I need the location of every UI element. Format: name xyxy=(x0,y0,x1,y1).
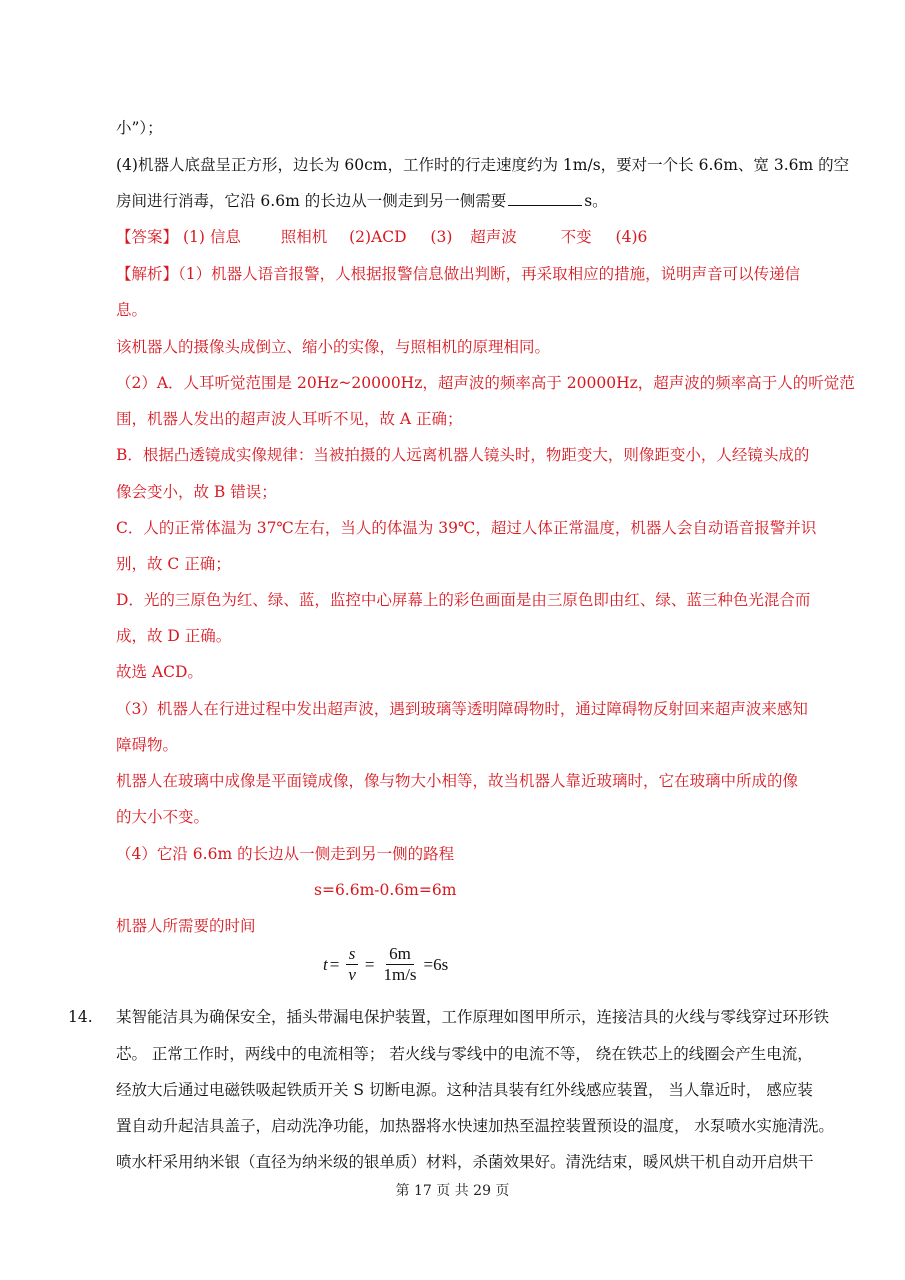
analysis-line: 该机器人的摄像头成倒立、缩小的实像，与照相机的原理相同。 xyxy=(116,338,551,356)
fraction-denominator: v xyxy=(348,965,356,984)
analysis-line: 障碍物。 xyxy=(116,736,179,754)
analysis-line: D．光的三原色为红、绿、蓝，监控中心屏幕上的彩色画面是由三原色即由红、绿、蓝三种色光混合而 xyxy=(116,591,811,609)
page-footer: 第 17 页 共 29 页 xyxy=(395,1183,510,1199)
text-line: (4)机器人底盘呈正方形，边长为 60cm，工作时的行走速度约为 1m/s，要对一个长 6.6m、宽 3.6m 的空 xyxy=(116,156,850,174)
analysis-line: （3）机器人在行进过程中发出超声波，遇到玻璃等透明障碍物时，通过障碍物反射回来超声波来感知 xyxy=(116,700,808,718)
formula-equals: = xyxy=(364,954,375,974)
question-line: 经放大后通过电磁铁吸起铁质开关 S 切断电源。这种洁具装有红外线感应装置， 当人靠近时， 感应装 xyxy=(116,1081,813,1099)
time-formula xyxy=(323,944,448,985)
answer-blank xyxy=(508,191,582,206)
analysis-line: 故选 ACD。 xyxy=(116,663,203,681)
analysis-line: 【解析】（1）机器人语音报警，人根据报警信息做出判断，再采取相应的措施，说明声音可以传递信 xyxy=(116,265,801,283)
fraction-numerator: s xyxy=(346,944,359,965)
analysis-equation: s=6.6m-0.6m=6m xyxy=(314,881,457,899)
fraction-values xyxy=(380,944,419,985)
analysis-line: 息。 xyxy=(116,301,148,319)
question-line: 喷水杆采用纳米银（直径为纳米级的银单质）材料，杀菌效果好。清洗结束，暖风烘干机自动开启烘干 xyxy=(116,1153,814,1171)
answer-line xyxy=(116,226,647,248)
analysis-line: B．根据凸透镜成实像规律：当被拍摄的人远离机器人镜头时，物距变大，则像距变小，人经镜头成的 xyxy=(116,446,810,464)
analysis-line: C．人的正常体温为 37℃左右，当人的体温为 39℃，超过人体正常温度，机器人会自动语音报警并识 xyxy=(116,519,817,537)
text-span: s。 xyxy=(584,192,608,210)
analysis-line: 围，机器人发出的超声波人耳听不见，故 A 正确； xyxy=(116,410,463,428)
analysis-line: （2）A．人耳听觉范围是 20Hz~20000Hz，超声波的频率高于 20000Hz，超声波的频率高于人的听觉范 xyxy=(116,374,855,392)
answer-part: 不变 xyxy=(560,228,592,246)
text-line xyxy=(116,190,608,212)
analysis-line: 机器人在玻璃中成像是平面镜成像，像与物大小相等，故当机器人靠近玻璃时，它在玻璃中所成的像 xyxy=(116,772,799,790)
question-line: 芯。 正常工作时，两线中的电流相等； 若火线与零线中的电流不等， 绕在铁芯上的线圈会产生电流， xyxy=(116,1045,813,1063)
answer-part: (3) xyxy=(430,228,453,246)
analysis-line: 别，故 C 正确； xyxy=(116,555,231,573)
analysis-line: 成，故 D 正确。 xyxy=(116,627,232,645)
fraction-denominator: 1m/s xyxy=(383,965,417,984)
answer-part: (4)6 xyxy=(615,228,648,246)
formula-equals: = xyxy=(329,954,340,974)
analysis-line: 机器人所需要的时间 xyxy=(116,917,256,935)
answer-part: (1) 信息 xyxy=(182,228,241,246)
analysis-line: 像会变小，故 B 错误； xyxy=(116,483,277,501)
answer-part: (2)ACD xyxy=(349,228,407,246)
question-line: 置自动升起洁具盖子，启动洗净功能，加热器将水快速加热至温控装置预设的温度， 水泵喷水实施清洗。 xyxy=(116,1117,834,1135)
text-line: 小”）； xyxy=(116,119,163,137)
answer-tag: 【答案】 xyxy=(116,228,179,246)
text-span: 房间进行消毒，它沿 6.6m 的长边从一侧走到另一侧需要 xyxy=(116,192,507,210)
fraction-s-over-v xyxy=(345,944,359,985)
formula-t: t xyxy=(323,954,328,974)
formula-result: =6s xyxy=(423,954,449,974)
analysis-line: 的大小不变。 xyxy=(116,808,210,826)
analysis-line: （4）它沿 6.6m 的长边从一侧走到另一侧的路程 xyxy=(116,845,455,863)
question-line: 某智能洁具为确保安全，插头带漏电保护装置，工作原理如图甲所示，连接洁具的火线与零线穿过环形铁 xyxy=(116,1008,830,1026)
question-number: 14. xyxy=(68,1008,93,1026)
answer-part: 超声波 xyxy=(470,228,517,246)
answer-part: 照相机 xyxy=(280,228,328,246)
fraction-numerator: 6m xyxy=(386,944,414,965)
